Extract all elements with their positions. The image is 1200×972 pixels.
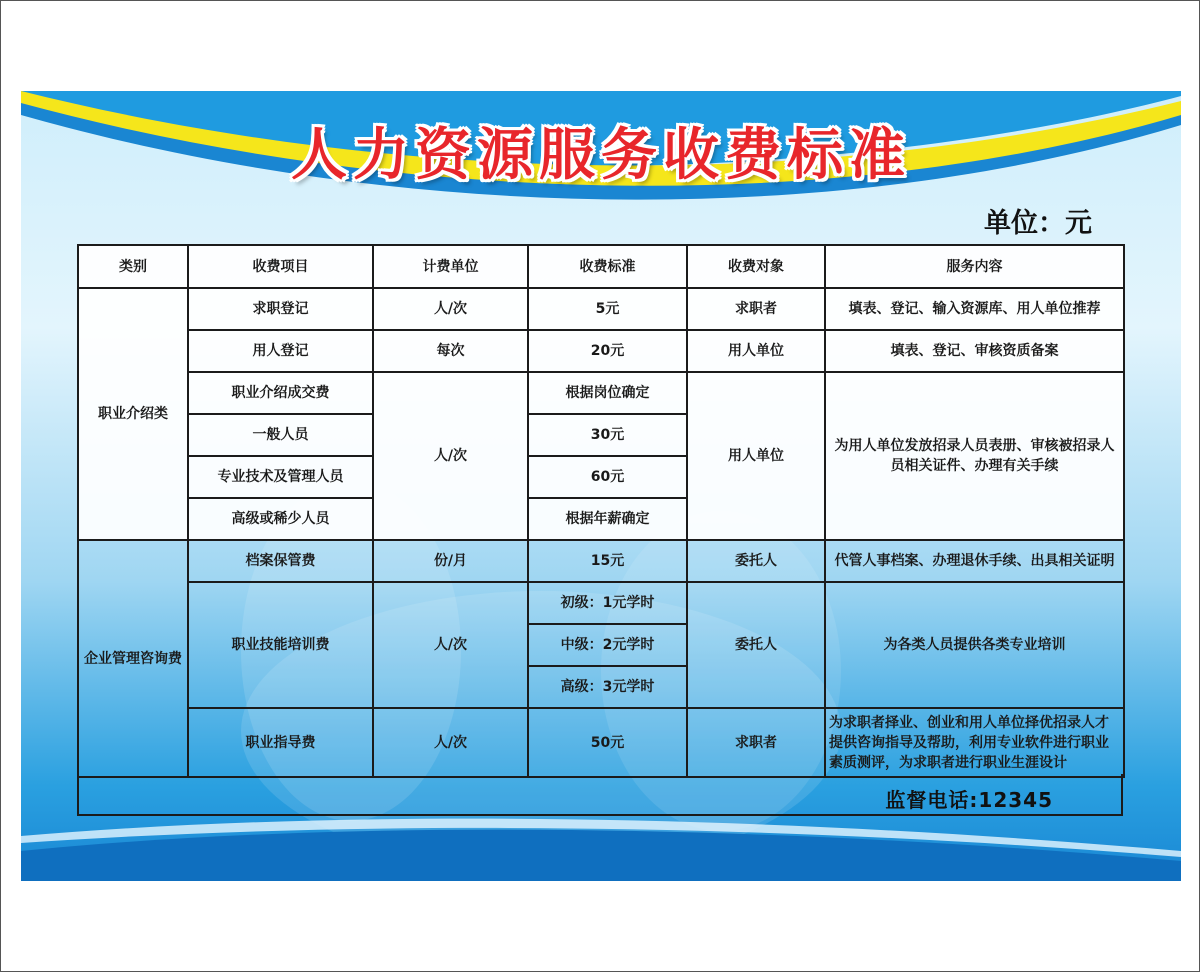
table-row: [78, 708, 1124, 777]
category-cell: 企业管理咨询费: [78, 540, 188, 777]
unit-cell: 人/次: [373, 288, 528, 330]
item-cell: 职业介绍成交费: [188, 372, 373, 414]
table-row: [78, 330, 1124, 372]
unit-cell: 人/次: [373, 372, 528, 540]
price-cell: 50元: [528, 708, 687, 777]
signboard: [21, 91, 1181, 881]
price-cell: 15元: [528, 540, 687, 582]
page-title: 人力资源服务收费标准: [291, 123, 911, 188]
item-cell: 求职登记: [188, 288, 373, 330]
item-cell: 用人登记: [188, 330, 373, 372]
price-cell: 中级：2元学时: [528, 624, 687, 666]
price-cell: 30元: [528, 414, 687, 456]
price-cell: 初级：1元学时: [528, 582, 687, 624]
service-cell: 填表、登记、审核资质备案: [825, 330, 1124, 372]
target-cell: 求职者: [687, 288, 825, 330]
item-cell: 职业指导费: [188, 708, 373, 777]
item-cell: 职业技能培训费: [188, 582, 373, 708]
fee-table: [77, 244, 1125, 778]
target-cell: 委托人: [687, 540, 825, 582]
unit-cell: 份/月: [373, 540, 528, 582]
price-cell: 5元: [528, 288, 687, 330]
unit-cell: 人/次: [373, 582, 528, 708]
table-footer: [77, 774, 1123, 816]
header-billing-unit: 计费单位: [373, 245, 528, 288]
target-cell: 用人单位: [687, 330, 825, 372]
service-cell: 代管人事档案、办理退休手续、出具相关证明: [825, 540, 1124, 582]
table-row: [78, 540, 1124, 582]
header-service: 服务内容: [825, 245, 1124, 288]
service-cell: 为用人单位发放招录人员表册、审核被招录人员相关证件、办理有关手续: [825, 372, 1124, 540]
item-cell: 高级或稀少人员: [188, 498, 373, 540]
table-row: [78, 372, 1124, 414]
header-target: 收费对象: [687, 245, 825, 288]
supervision-phone: 监督电话:12345: [885, 788, 1053, 812]
price-cell: 根据年薪确定: [528, 498, 687, 540]
price-cell: 60元: [528, 456, 687, 498]
unit-cell: 每次: [373, 330, 528, 372]
service-cell: 填表、登记、输入资源库、用人单位推荐: [825, 288, 1124, 330]
table-header-row: [78, 245, 1124, 288]
category-cell: 职业介绍类: [78, 288, 188, 540]
price-cell: 20元: [528, 330, 687, 372]
target-cell: 求职者: [687, 708, 825, 777]
item-cell: 专业技术及管理人员: [188, 456, 373, 498]
target-cell: 用人单位: [687, 372, 825, 540]
item-cell: 一般人员: [188, 414, 373, 456]
item-cell: 档案保管费: [188, 540, 373, 582]
unit-cell: 人/次: [373, 708, 528, 777]
price-cell: 高级：3元学时: [528, 666, 687, 708]
header-category: 类别: [78, 245, 188, 288]
target-cell: 委托人: [687, 582, 825, 708]
price-cell: 根据岗位确定: [528, 372, 687, 414]
currency-unit-label: 单位：元: [984, 208, 1092, 239]
header-price: 收费标准: [528, 245, 687, 288]
table-row: [78, 288, 1124, 330]
service-cell: 为求职者择业、创业和用人单位择优招录人才提供咨询指导及帮助，利用专业软件进行职业素质测评，为求职者进行职业生涯设计: [825, 708, 1124, 777]
table-row: [78, 582, 1124, 624]
service-cell: 为各类人员提供各类专业培训: [825, 582, 1124, 708]
header-item: 收费项目: [188, 245, 373, 288]
